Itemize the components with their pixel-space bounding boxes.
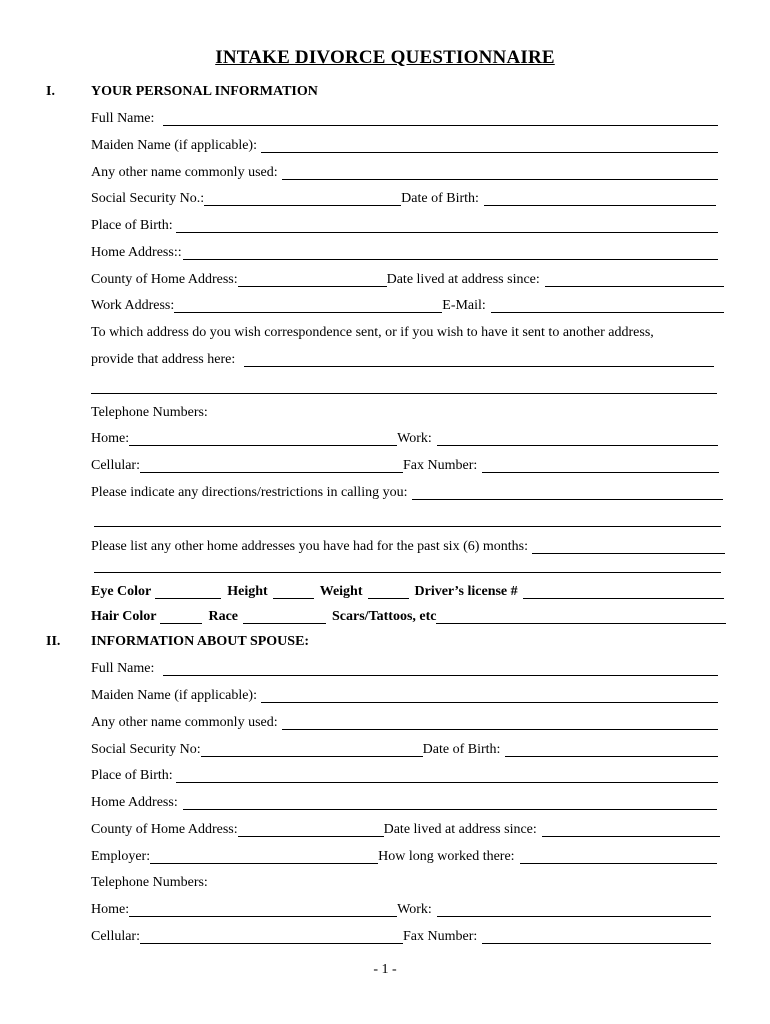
section-2-heading: INFORMATION ABOUT SPOUSE: xyxy=(91,634,310,649)
work-address-label: Work Address: xyxy=(91,298,175,313)
county-field[interactable] xyxy=(238,273,387,287)
race-field[interactable] xyxy=(243,610,326,624)
race-label: Race xyxy=(208,609,239,624)
spouse-telephone-heading-row xyxy=(91,873,391,891)
hair-color-label: Hair Color xyxy=(91,609,157,624)
drivers-license-field[interactable] xyxy=(523,585,724,599)
spouse-ssn-field[interactable] xyxy=(201,743,423,757)
other-addresses-label: Please list any other home addresses you have had for the past six (6) months: xyxy=(91,539,529,554)
spouse-date-lived-field[interactable] xyxy=(542,823,720,837)
spouse-dob-field[interactable] xyxy=(505,743,718,757)
spouse-fax-field[interactable] xyxy=(482,930,711,944)
spouse-employer-row xyxy=(91,847,717,865)
spouse-maiden-name-label: Maiden Name (if applicable): xyxy=(91,688,257,703)
eye-color-field[interactable] xyxy=(155,585,221,599)
section-1-number: I. xyxy=(46,84,55,99)
spouse-fax-label: Fax Number: xyxy=(403,929,478,944)
other-name-field[interactable] xyxy=(282,166,718,180)
ssn-label: Social Security No.: xyxy=(91,191,205,206)
dob-label: Date of Birth: xyxy=(401,191,479,206)
section-2-number: II. xyxy=(46,634,61,649)
spouse-home-address-label: Home Address: xyxy=(91,795,178,810)
physical-description-row-1 xyxy=(91,582,724,600)
cellular-label: Cellular: xyxy=(91,458,140,473)
spouse-full-name-field[interactable] xyxy=(163,662,718,676)
how-long-label: How long worked there: xyxy=(378,849,515,864)
employer-field[interactable] xyxy=(150,850,378,864)
spouse-date-lived-label: Date lived at address since: xyxy=(383,822,537,837)
physical-description-row-2 xyxy=(91,607,726,625)
eye-color-label: Eye Color xyxy=(91,584,152,599)
email-label: E-Mail: xyxy=(442,298,486,313)
section-1-heading: YOUR PERSONAL INFORMATION xyxy=(91,84,318,99)
spouse-home-address-field[interactable] xyxy=(183,796,717,810)
drivers-license-label: Driver’s license # xyxy=(414,584,518,599)
ssn-dob-row xyxy=(91,189,716,207)
weight-field[interactable] xyxy=(368,585,409,599)
date-lived-field[interactable] xyxy=(545,273,724,287)
correspondence-text: To which address do you wish correspondence sent, or if you wish to have it sent to another address, xyxy=(91,325,654,340)
directions-row xyxy=(91,483,723,501)
spouse-maiden-name-field[interactable] xyxy=(261,689,718,703)
place-of-birth-field[interactable] xyxy=(176,219,718,233)
full-name-field[interactable] xyxy=(163,112,718,126)
work-phone-label: Work: xyxy=(397,431,432,446)
height-label: Height xyxy=(227,584,268,599)
other-addresses-row xyxy=(91,537,725,555)
spouse-other-name-label: Any other name commonly used: xyxy=(91,715,278,730)
maiden-name-field[interactable] xyxy=(261,139,718,153)
spouse-place-of-birth-field[interactable] xyxy=(176,769,718,783)
employer-label: Employer: xyxy=(91,849,151,864)
spouse-home-work-phone-row xyxy=(91,900,711,918)
spouse-home-phone-label: Home: xyxy=(91,902,130,917)
correspondence-address-field[interactable] xyxy=(244,353,714,367)
spouse-cellular-label: Cellular: xyxy=(91,929,140,944)
telephone-numbers-label: Telephone Numbers: xyxy=(91,405,208,420)
full-name-row xyxy=(91,109,718,127)
spouse-cellular-field[interactable] xyxy=(140,930,403,944)
place-of-birth-label: Place of Birth: xyxy=(91,218,173,233)
home-work-phone-row xyxy=(91,429,718,447)
spouse-county-field[interactable] xyxy=(238,823,384,837)
spouse-work-phone-label: Work: xyxy=(397,902,432,917)
email-field[interactable] xyxy=(491,299,724,313)
other-addresses-field[interactable] xyxy=(532,540,725,554)
directions-line-2[interactable] xyxy=(94,526,721,527)
correspondence-address-label: provide that address here: xyxy=(91,352,236,367)
maiden-name-row xyxy=(91,136,718,154)
directions-label: Please indicate any directions/restrictions in calling you: xyxy=(91,485,408,500)
home-phone-label: Home: xyxy=(91,431,130,446)
spouse-home-phone-field[interactable] xyxy=(129,903,397,917)
other-addresses-line-2[interactable] xyxy=(94,572,721,573)
directions-field[interactable] xyxy=(412,486,723,500)
spouse-cell-fax-row xyxy=(91,927,711,945)
work-address-row xyxy=(91,296,724,314)
work-phone-field[interactable] xyxy=(437,432,718,446)
other-name-label: Any other name commonly used: xyxy=(91,165,278,180)
home-address-field[interactable] xyxy=(183,246,718,260)
correspondence-text-row xyxy=(91,323,731,341)
spouse-dob-label: Date of Birth: xyxy=(422,742,501,757)
spouse-full-name-label: Full Name: xyxy=(91,661,155,676)
work-address-field[interactable] xyxy=(174,299,442,313)
correspondence-address-line-2[interactable] xyxy=(91,393,717,394)
full-name-label: Full Name: xyxy=(91,111,155,126)
cellular-field[interactable] xyxy=(140,459,403,473)
home-address-row xyxy=(91,243,718,261)
cell-fax-row xyxy=(91,456,719,474)
telephone-heading-row xyxy=(91,403,391,421)
place-of-birth-row xyxy=(91,216,718,234)
maiden-name-label: Maiden Name (if applicable): xyxy=(91,138,257,153)
county-label: County of Home Address: xyxy=(91,272,238,287)
spouse-work-phone-field[interactable] xyxy=(437,903,711,917)
spouse-place-of-birth-row xyxy=(91,766,718,784)
correspondence-address-row xyxy=(91,350,714,368)
weight-label: Weight xyxy=(319,584,363,599)
height-field[interactable] xyxy=(273,585,314,599)
spouse-county-row xyxy=(91,820,719,838)
scars-tattoos-label: Scars/Tattoos, etc xyxy=(332,609,437,624)
home-phone-field[interactable] xyxy=(129,432,397,446)
home-address-label: Home Address:: xyxy=(91,245,182,260)
spouse-ssn-label: Social Security No: xyxy=(91,742,201,757)
spouse-maiden-name-row xyxy=(91,686,718,704)
spouse-county-label: County of Home Address: xyxy=(91,822,238,837)
scars-tattoos-field[interactable] xyxy=(436,610,726,624)
date-lived-label: Date lived at address since: xyxy=(386,272,540,287)
page-title: INTAKE DIVORCE QUESTIONNAIRE xyxy=(215,47,555,68)
spouse-other-name-row xyxy=(91,713,718,731)
spouse-other-name-field[interactable] xyxy=(282,716,718,730)
spouse-ssn-dob-row xyxy=(91,740,718,758)
county-row xyxy=(91,270,724,288)
spouse-full-name-row xyxy=(91,659,718,677)
ssn-field[interactable] xyxy=(204,192,401,206)
page-number: - 1 - xyxy=(373,962,397,977)
hair-color-field[interactable] xyxy=(160,610,202,624)
spouse-telephone-numbers-label: Telephone Numbers: xyxy=(91,875,208,890)
spouse-home-address-row xyxy=(91,793,717,811)
fax-field[interactable] xyxy=(482,459,719,473)
how-long-field[interactable] xyxy=(520,850,717,864)
fax-label: Fax Number: xyxy=(403,458,478,473)
dob-field[interactable] xyxy=(484,192,716,206)
spouse-place-of-birth-label: Place of Birth: xyxy=(91,768,173,783)
other-name-row xyxy=(91,163,718,181)
